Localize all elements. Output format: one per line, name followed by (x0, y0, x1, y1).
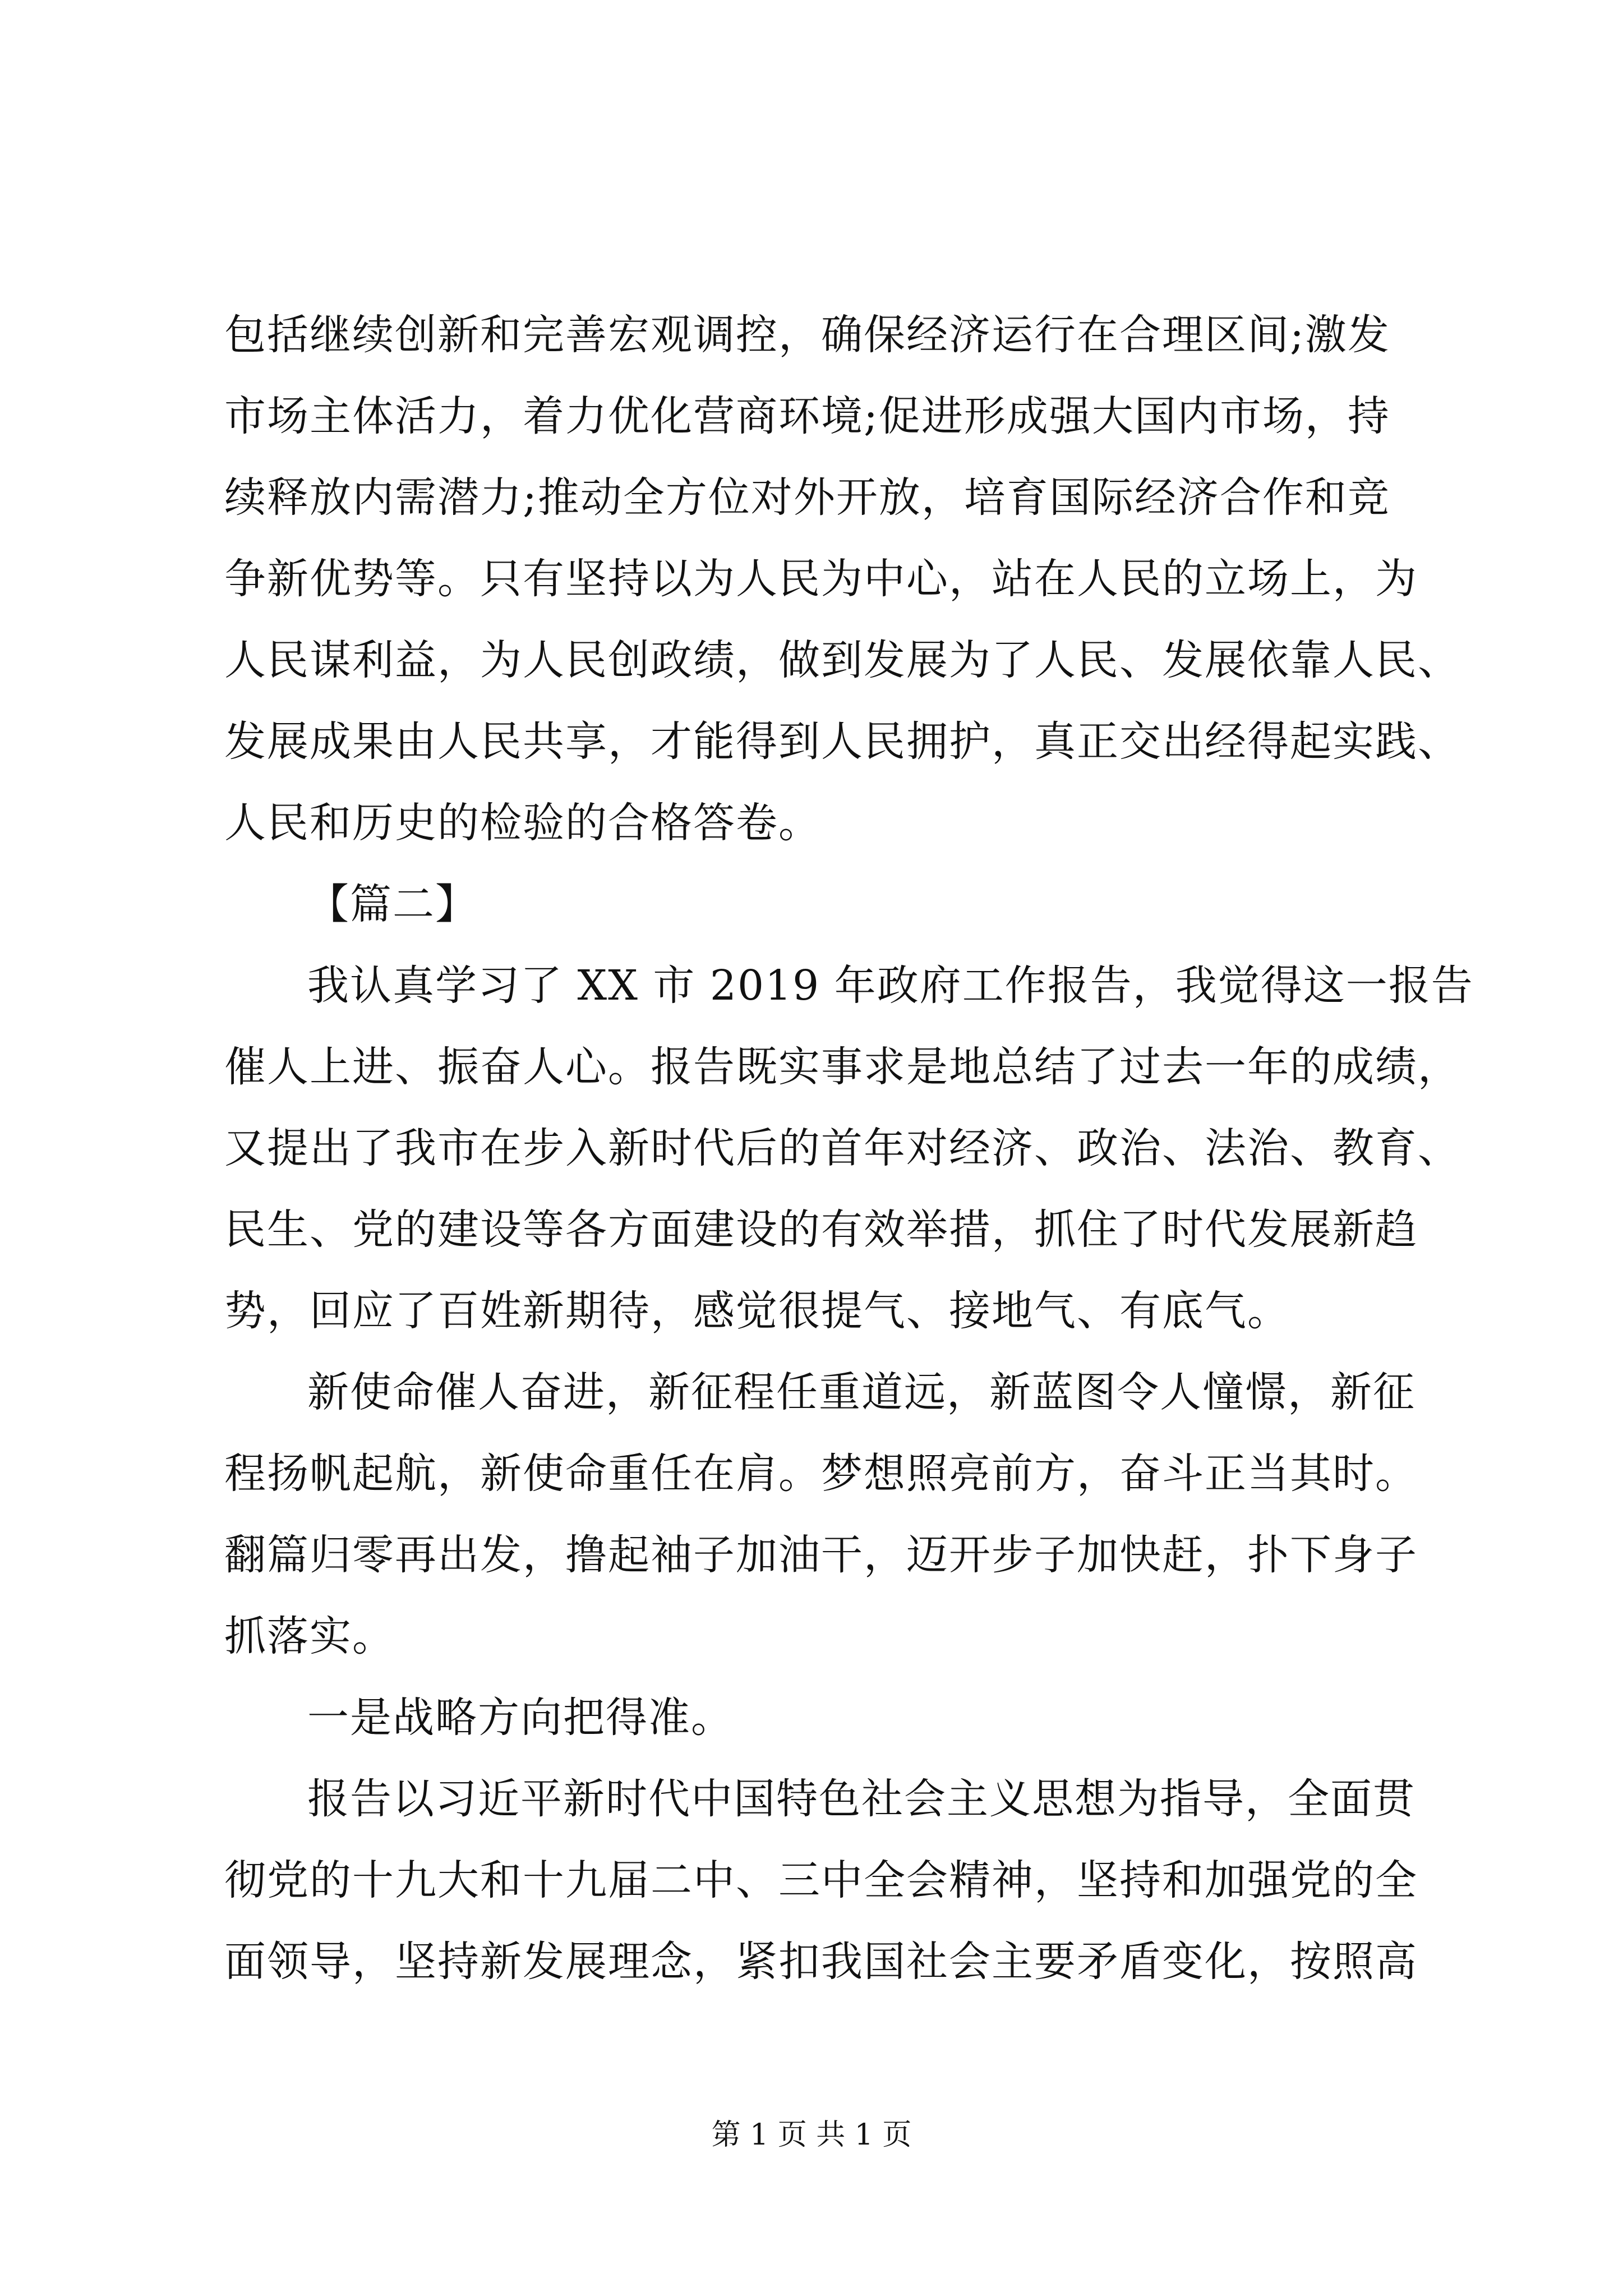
body-text-line: 势，回应了百姓新期待，感觉很提气、接地气、有底气。 (224, 1287, 1290, 1335)
body-text-line: 发展成果由人民共享，才能得到人民拥护，真正交出经得起实践、 (224, 717, 1460, 766)
page-number-footer: 第 1 页 共 1 页 (711, 2118, 912, 2152)
body-text-line: 报告以习近平新时代中国特色社会主义思想为指导，全面贯 (307, 1775, 1415, 1823)
body-text-line: 人民和历史的检验的合格答卷。 (224, 799, 821, 847)
body-text-line: 市场主体活力，着力优化营商环境;促进形成强大国内市场，持 (224, 392, 1390, 440)
section-heading: 【篇二】 (307, 880, 478, 928)
body-text-line: 新使命催人奋进，新征程任重道远，新蓝图令人憧憬，新征 (307, 1368, 1415, 1416)
body-text-line: 包括继续创新和完善宏观调控，确保经济运行在合理区间;激发 (224, 311, 1390, 359)
body-text-line: 面领导，坚持新发展理念，紧扣我国社会主要矛盾变化，按照高 (224, 1938, 1418, 1986)
body-text-line: 续释放内需潜力;推动全方位对外开放，培育国际经济合作和竞 (224, 473, 1390, 522)
body-text-line: 彻党的十九大和十九届二中、三中全会精神，坚持和加强党的全 (224, 1856, 1418, 1904)
body-text-line: 催人上进、振奋人心。报告既实事求是地总结了过去一年的成绩， (224, 1043, 1460, 1091)
body-text-line: 争新优势等。只有坚持以为人民为中心，站在人民的立场上，为 (224, 555, 1418, 603)
body-text-line: 抓落实。 (224, 1612, 395, 1660)
body-text-line: 民生、党的建设等各方面建设的有效举措，抓住了时代发展新趋 (224, 1205, 1418, 1254)
body-text-line: 又提出了我市在步入新时代后的首年对经济、政治、法治、教育、 (224, 1124, 1460, 1172)
subheading-line: 一是战略方向把得准。 (307, 1694, 734, 1742)
body-text-line: 程扬帆起航，新使命重任在肩。梦想照亮前方，奋斗正当其时。 (224, 1450, 1418, 1498)
body-text-line: 人民谋利益，为人民创政绩，做到发展为了人民、发展依靠人民、 (224, 636, 1460, 684)
body-text-line: 翻篇归零再出发，撸起袖子加油干，迈开步子加快赶，扑下身子 (224, 1531, 1418, 1579)
body-text-line: 我认真学习了 XX 市 2019 年政府工作报告，我觉得这一报告 (307, 961, 1474, 1010)
